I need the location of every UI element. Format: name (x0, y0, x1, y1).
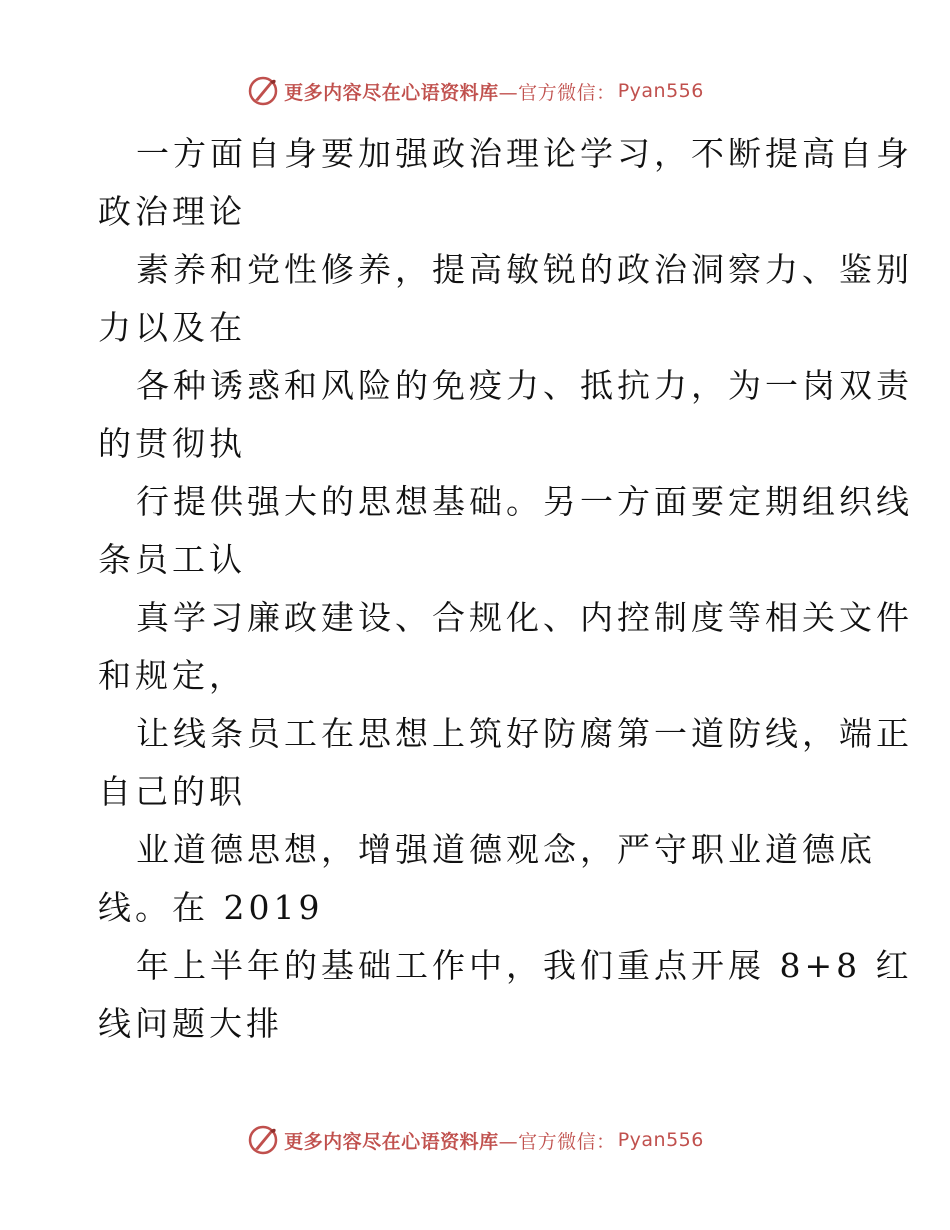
body-line: 线。在 2019 (98, 888, 324, 927)
quill-pen-logo-icon (246, 1123, 280, 1157)
footer-dash-text: —官方微信： (498, 1130, 616, 1153)
body-line: 自己的职 (98, 772, 246, 811)
body-line: 年上半年的基础工作中，我们重点开展 8+8 红 (136, 946, 913, 985)
body-line: 各种诱惑和风险的免疫力、抵抗力，为一岗双责 (136, 366, 913, 405)
header-site-text: 更多内容尽在心语资料库 (284, 81, 499, 104)
body-line: 政治理论 (98, 192, 246, 231)
body-line: 一方面自身要加强政治理论学习，不断提高自身 (136, 134, 913, 173)
body-line: 的贯彻执 (98, 424, 246, 463)
body-line: 线问题大排 (98, 1004, 283, 1043)
document-body (98, 125, 913, 1053)
quill-pen-logo-icon (246, 74, 280, 108)
body-line: 素养和党性修养，提高敏锐的政治洞察力、鉴别 (136, 250, 913, 289)
body-line: 真学习廉政建设、合规化、内控制度等相关文件 (136, 598, 913, 637)
header-dash-text: —官方微信： (498, 81, 616, 104)
body-line: 业道德思想，增强道德观念，严守职业道德底 (136, 830, 876, 869)
body-line: 和规定， (98, 656, 246, 695)
header-wechat-id: Pyan556 (617, 80, 704, 102)
footer-banner (0, 1120, 950, 1160)
body-line: 力以及在 (98, 308, 246, 347)
footer-wechat-id: Pyan556 (617, 1129, 704, 1151)
header-banner (0, 71, 950, 111)
body-line: 行提供强大的思想基础。另一方面要定期组织线 (136, 482, 913, 521)
footer-site-text: 更多内容尽在心语资料库 (284, 1130, 499, 1153)
body-line: 让线条员工在思想上筑好防腐第一道防线，端正 (136, 714, 913, 753)
body-line: 条员工认 (98, 540, 246, 579)
